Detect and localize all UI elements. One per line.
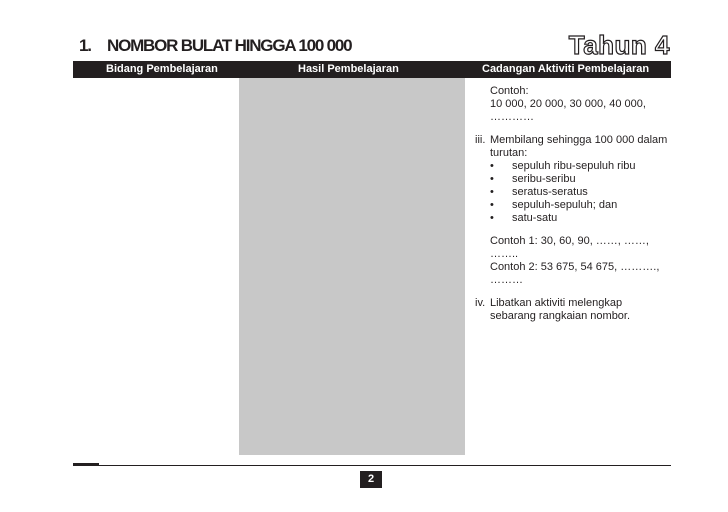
- example-more: …………: [490, 111, 534, 123]
- bullet-text: seratus-seratus: [512, 186, 588, 198]
- example-values: 10 000, 20 000, 30 000, 40 000,: [490, 98, 646, 110]
- header-cadangan-aktiviti: Cadangan Aktiviti Pembelajaran: [482, 63, 650, 75]
- bullet-icon: •: [490, 212, 494, 224]
- bullet-text: sepuluh-sepuluh; dan: [512, 199, 618, 211]
- roman-numeral-iii: iii.: [475, 134, 486, 146]
- chapter-number: 1.: [79, 36, 91, 55]
- bullet-item: [475, 212, 675, 225]
- item-iv-text-line1: Libatkan aktiviti melengkap: [490, 297, 623, 309]
- item-iv-text-line2: sebarang rangkaian nombor.: [490, 310, 631, 322]
- header-hasil-pembelajaran: Hasil Pembelajaran: [298, 63, 399, 75]
- example-intro: Contoh:: [490, 85, 529, 97]
- bullet-item: [475, 173, 675, 186]
- hasil-pembelajaran-column: [239, 78, 465, 455]
- table-header: [73, 61, 671, 78]
- bullet-text: seribu-seribu: [512, 173, 576, 185]
- footer-divider: [73, 465, 671, 466]
- chapter-title: [79, 36, 351, 56]
- bullet-icon: •: [490, 160, 494, 172]
- contoh-1: [475, 235, 675, 261]
- contoh-2-line1: Contoh 2: 53 675, 54 675, ……….,: [490, 261, 660, 273]
- activity-item-iv: [475, 297, 675, 323]
- bullet-icon: •: [490, 186, 494, 198]
- bullet-item: [475, 160, 675, 173]
- page-number: 2: [360, 471, 382, 488]
- contoh-1-line2: ……..: [490, 248, 519, 260]
- bullet-icon: •: [490, 199, 494, 211]
- roman-numeral-iv: iv.: [475, 297, 486, 309]
- activity-item-iii: [475, 134, 675, 287]
- chapter-title-text: NOMBOR BULAT HINGGA 100 000: [107, 36, 352, 55]
- bullet-text: satu-satu: [512, 212, 558, 224]
- bullet-item: [475, 186, 675, 199]
- bullet-icon: •: [490, 173, 494, 185]
- item-iii-text-line1: Membilang sehingga 100 000 dalam: [490, 134, 668, 146]
- header-bidang-pembelajaran: Bidang Pembelajaran: [106, 63, 218, 75]
- contoh-2: [475, 261, 675, 287]
- activity-column: [475, 85, 675, 333]
- year-label: Tahun 4: [568, 30, 670, 60]
- item-iii-text-line2: turutan:: [490, 147, 528, 159]
- contoh-1-line1: Contoh 1: 30, 60, 90, ……, ……,: [490, 235, 649, 247]
- bullet-item: [475, 199, 675, 212]
- contoh-2-line2: ………: [490, 274, 523, 286]
- bullet-text: sepuluh ribu-sepuluh ribu: [512, 160, 636, 172]
